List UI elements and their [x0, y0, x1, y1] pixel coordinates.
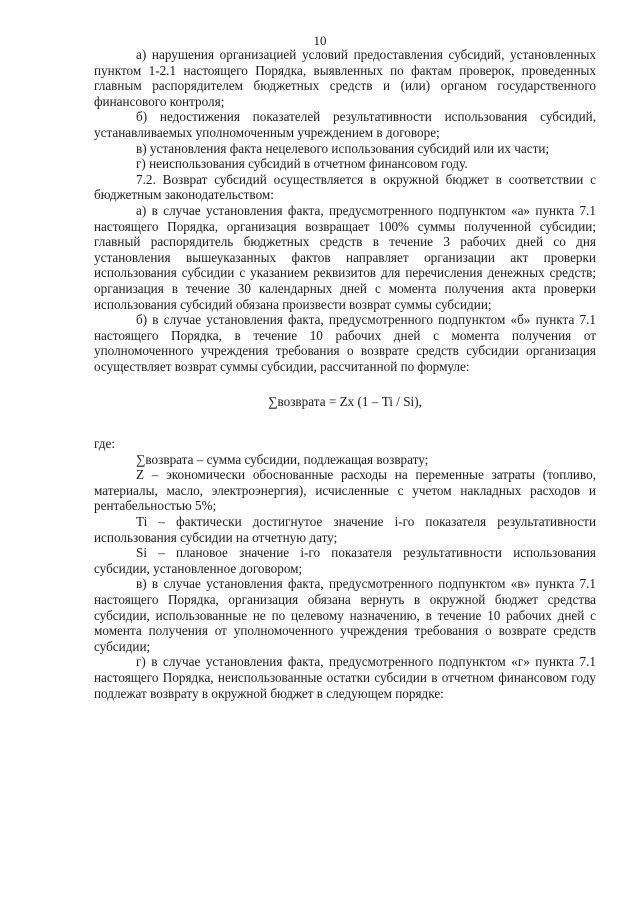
paragraph-7-2-v: в) в случае установления факта, предусмотренного подпунктом «в» пункта 7.1 настоящего Порядка, организация обязана вернуть в окружной бюджет средства субсидии, использованные не по целевому назначению, в течение 10 рабочих дней с момента получения от уполномоченного учреждения требования о возврате средств субсидии;: [94, 576, 596, 654]
document-body: [94, 47, 596, 701]
refund-formula: ∑возврата = Zх (1 – Ti / Si),: [268, 394, 422, 410]
where-label: где:: [94, 436, 115, 452]
definition-si: Si – плановое значение i-го показателя результативности использования субсидии, установленное договором;: [94, 545, 596, 576]
paragraph-7-2-b: б) в случае установления факта, предусмотренного подпунктом «б» пункта 7.1 настоящего Порядка, в течение 10 рабочих дней с момента получения от уполномоченного учреждения требования о возврате средств субсидии организация осуществляет возврат суммы субсидии, рассчитанной по формуле:: [94, 312, 596, 374]
definition-ti: Ti – фактически достигнутое значение i-го показателя результативности использования субсидии на отчетную дату;: [94, 514, 596, 545]
definition-z: Z – экономически обоснованные расходы на переменные затраты (топливо, материалы, масло, электроэнергия), исчисленные с учетом накладных расходов и рентабельностью 5%;: [94, 467, 596, 514]
paragraph-7-1-a: а) нарушения организацией условий предоставления субсидий, установленных пунктом 1-2.1 настоящего Порядка, выявленных по фактам проверок, проведенных главным распорядителем бюджетных средств и (или) органом государственного финансового контроля;: [94, 47, 596, 109]
page-number: 10: [313, 33, 327, 48]
paragraph-7-1-g: г) неиспользования субсидий в отчетном финансовом году.: [136, 156, 468, 172]
paragraph-7-1-b: б) недостижения показателей результативности использования субсидий, устанавливаемых уполномоченным учреждением в договоре;: [94, 109, 596, 140]
paragraph-7-1-v: в) установления факта нецелевого использования субсидий или их части;: [136, 140, 550, 156]
paragraph-7-2-g: г) в случае установления факта, предусмотренного подпунктом «г» пункта 7.1 настоящего Порядка, неиспользованные остатки субсидии в отчетном финансовом году подлежат возврату в окружной бюджет в следующем порядке:: [94, 654, 596, 701]
paragraph-7-2-a: а) в случае установления факта, предусмотренного подпунктом «а» пункта 7.1 настоящего Порядка, организация возвращает 100% суммы полученной субсидии; главный распорядитель бюджетных средств в течение 3 рабочих дней со дня установления вышеуказанных фактов направляет организации акт проверки использования субсидии с указанием реквизитов для перечисления денежных средств; организация в течение 30 календарных дней с момента получения акта проверки использования субсидий обязана произвести возврат суммы субсидии;: [94, 202, 596, 312]
definition-sum: ∑возврата – сумма субсидии, подлежащая возврату;: [136, 451, 429, 467]
paragraph-7-2: 7.2. Возврат субсидий осуществляется в окружной бюджет в соответствии с бюджетным законодательством:: [94, 171, 596, 203]
